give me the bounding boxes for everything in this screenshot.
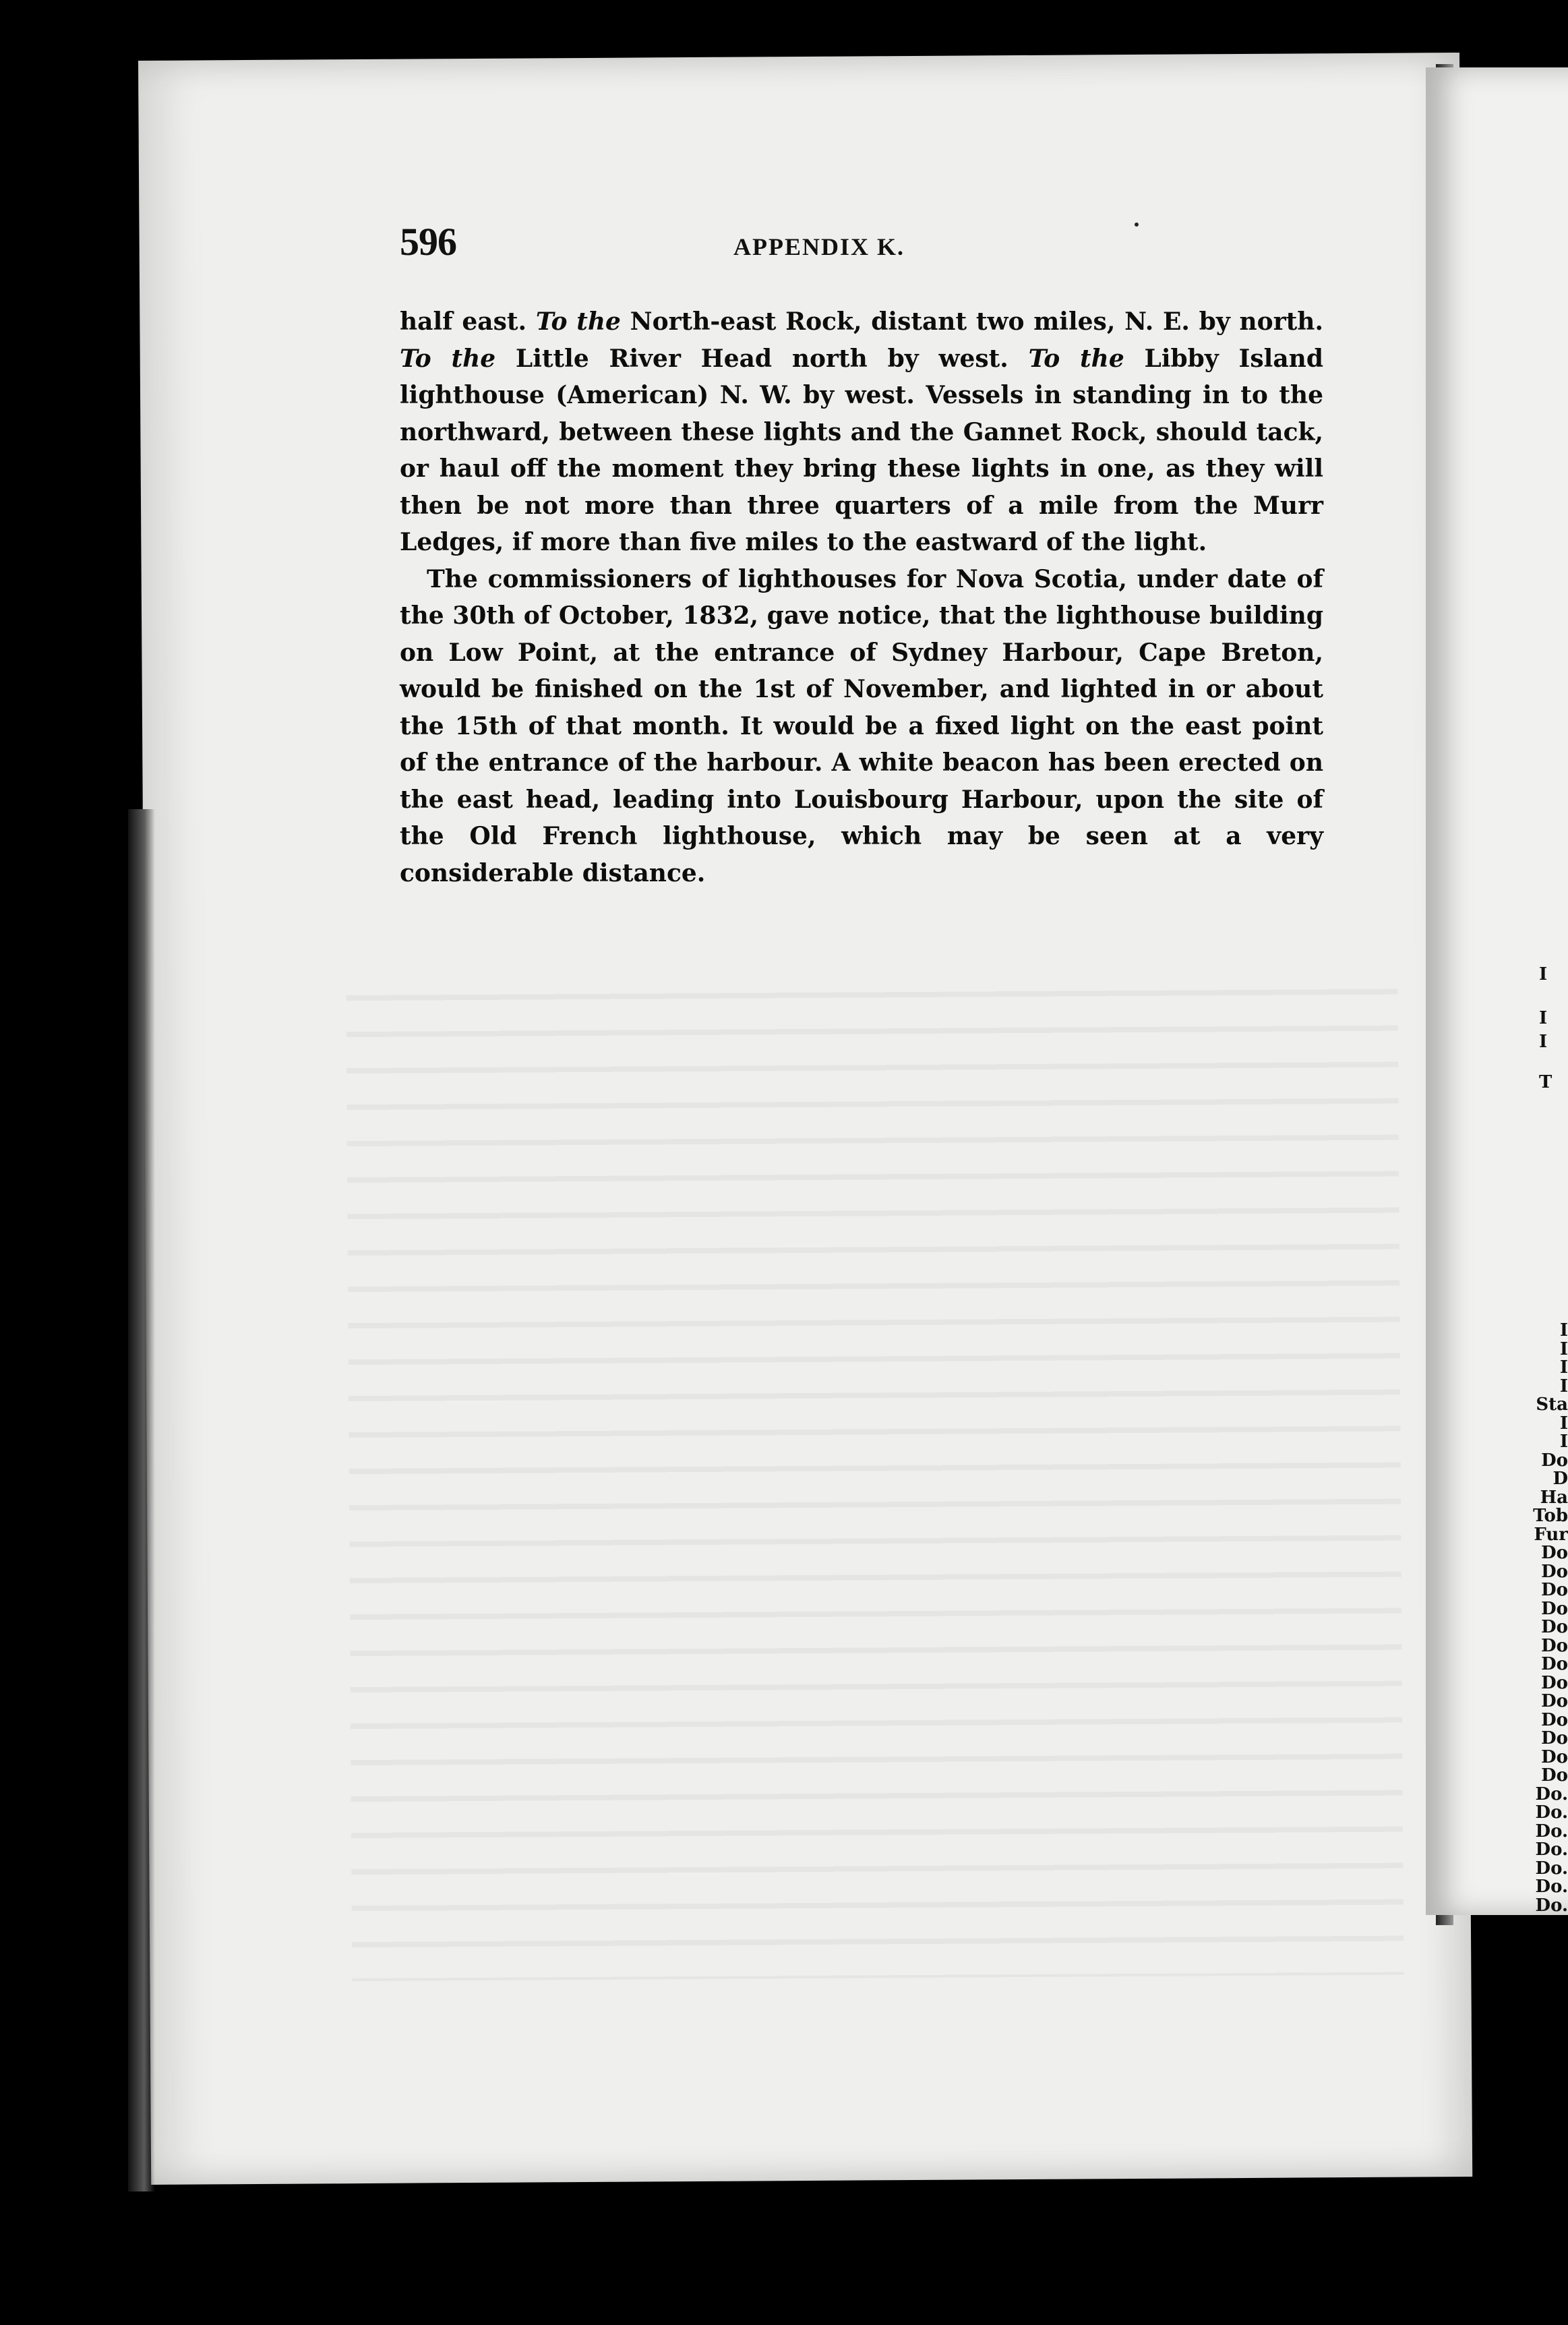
adjacent-column-entry: Do (1541, 1598, 1568, 1619)
adjacent-column-entry: Do (1541, 1728, 1568, 1748)
adjacent-column-entry: Fur (1534, 1524, 1568, 1545)
adjacent-column-entry: Do (1541, 1765, 1568, 1786)
paragraph-1-text-d: Libby Island lighthouse (American) N. W. by west. Vessels in standing in to the northward, between these lights and the Gannet Rock, should tack, or haul off the moment they bring these lights in one, as they will then be not more than three quarters of a mile from the Murr Ledges, if more than five miles to the eastward of the light. (400, 344, 1323, 556)
adjacent-column-entry: Do (1541, 1617, 1568, 1637)
paragraph-1-text-b: North-east Rock, distant two miles, N. E. by north. (620, 307, 1323, 336)
adjacent-column-entry: Do. (1535, 1858, 1568, 1879)
adjacent-column-entry: Do (1541, 1543, 1568, 1563)
adjacent-column-entry: Ha (1540, 1487, 1568, 1508)
adjacent-column-entry: Do. (1535, 1877, 1568, 1897)
adjacent-column-entry: Do (1541, 1580, 1568, 1600)
adjacent-column-entry: Do (1541, 1654, 1568, 1674)
adjacent-column-entry: I (1559, 1432, 1568, 1452)
adjacent-column-entry: Do (1541, 1691, 1568, 1711)
adjacent-column-entry: Do (1541, 1635, 1568, 1656)
paragraph-1-italic-c: To the (1028, 344, 1124, 373)
adjacent-column-entry: Do (1541, 1746, 1568, 1767)
running-head (400, 219, 1323, 273)
adjacent-page-column (1533, 1322, 1568, 1915)
paragraph-1-italic-a: To the (535, 307, 621, 336)
adjacent-column-entry: Sta (1536, 1394, 1568, 1415)
adjacent-column-entry: I (1559, 1320, 1568, 1341)
adjacent-column-entry: Do. (1535, 1840, 1568, 1860)
adjacent-fragment-1: I (1539, 964, 1548, 984)
adjacent-column-entry: I (1559, 1338, 1568, 1359)
adjacent-column-entry: D (1552, 1469, 1568, 1489)
adjacent-column-entry: Do (1541, 1672, 1568, 1693)
body-text (400, 303, 1323, 891)
adjacent-column-entry: Do. (1535, 1895, 1568, 1916)
adjacent-column-entry: Do (1541, 1561, 1568, 1582)
adjacent-column-entry: Do. (1535, 1784, 1568, 1804)
adjacent-fragment-4: T (1539, 1072, 1552, 1092)
adjacent-fragment-3: I (1539, 1032, 1548, 1052)
adjacent-column-entry: Tob (1533, 1506, 1568, 1526)
adjacent-column-entry: Do (1541, 1709, 1568, 1730)
adjacent-column-entry: I (1559, 1357, 1568, 1378)
paragraph-1-text-a: half east. (400, 307, 536, 336)
adjacent-column-entry: Do. (1535, 1821, 1568, 1842)
adjacent-fragment-2: I (1539, 1008, 1548, 1028)
paragraph-2: The commissioners of lighthouses for Nova Scotia, under date of the 30th of October, 1832, gave notice, that the lighthouse building on Low Point, at the entrance of Sydney Harbour, Cape Breton, would be finished on the 1st of November, and lighted in or about the 15th of that month. It would be a fixed light on the east point of the entrance of the harbour. A white beacon has been erected on the east head, leading into Louisbourg Harbour, upon the site of the Old French lighthouse, which may be seen at a very considerable distance. (400, 564, 1323, 887)
adjacent-column-entry: I (1559, 1376, 1568, 1396)
adjacent-column-entry: I (1559, 1413, 1568, 1434)
page-left-edge-shadow (128, 809, 155, 2191)
paragraph-1-text-c: Little River Head north by west. (495, 344, 1029, 373)
adjacent-column-entry: Do (1541, 1450, 1568, 1471)
page-number: 596 (400, 220, 456, 264)
paragraph-1-italic-b: To the (400, 344, 496, 373)
page-header-title: APPENDIX K. (733, 233, 905, 260)
adjacent-column-entry: Do. (1535, 1802, 1568, 1823)
paragraph-1 (400, 303, 1323, 561)
